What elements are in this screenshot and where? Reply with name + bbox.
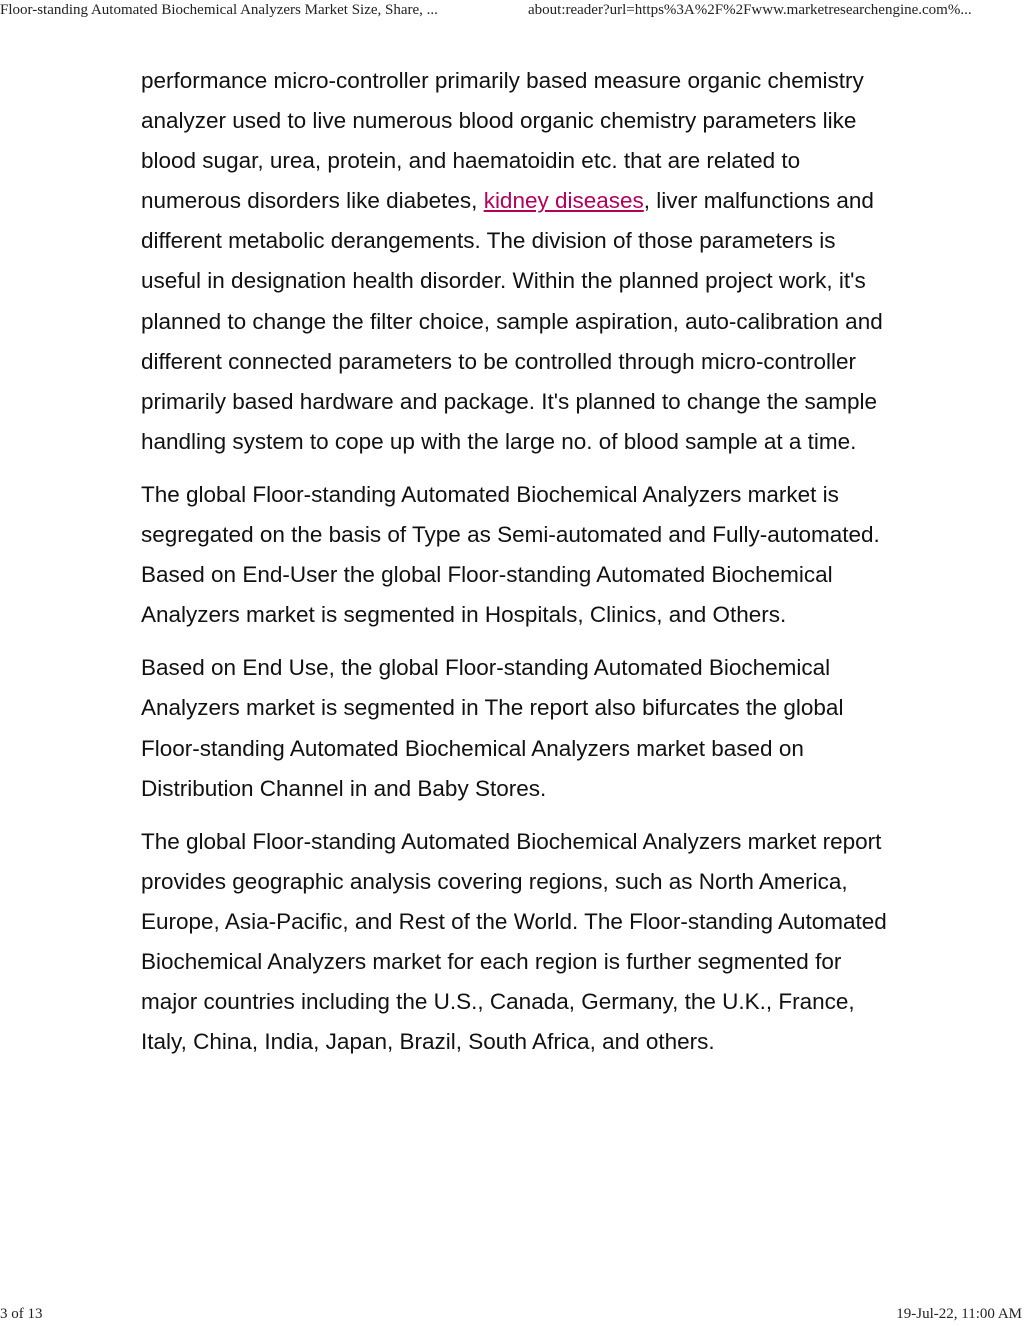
page-title: Floor-standing Automated Biochemical Analyzers Market Size, Share, ... — [0, 2, 438, 18]
paragraph-geography: The global Floor-standing Automated Biochemical Analyzers market report provides geographic analysis covering regions, such as North America, Europe, Asia-Pacific, and Rest of the World. The Floor-standing Automated Biochemical Analyzers market for each region is further segmented for major countries including the U.S., Canada, Germany, the U.K., France, Italy, China, India, Japan, Brazil, South Africa, and others. — [141, 828, 887, 1055]
print-datetime: 19-Jul-22, 11:00 AM — [896, 1306, 1022, 1322]
kidney-diseases-link[interactable]: kidney diseases — [483, 188, 644, 214]
article-body — [141, 61, 889, 1075]
print-footer — [0, 1306, 1024, 1326]
paragraph-text: , liver malfunctions and different metabolic derangements. The division of those parameters is useful in designation health disorder. Within the planned project work, it's planned to change the filter choice, sample aspiration, auto-calibration and different connected parameters to be controlled through micro-controller primarily based hardware and package. It's planned to change the sample handling system to cope up with the large no. of blood sample at a time. — [141, 188, 883, 454]
paragraph-segmentation-type: The global Floor-standing Automated Biochemical Analyzers market is segregated on the basis of Type as Semi-automated and Fully-automated. Based on End-User the global Floor-standing Automated Biochemical Analyzers market is segmented in Hospitals, Clinics, and Others. — [141, 481, 880, 628]
paragraph-performance — [141, 61, 889, 462]
paragraph-end-use: Based on End Use, the global Floor-standing Automated Biochemical Analyzers market is segmented in The report also bifurcates the global Floor-standing Automated Biochemical Analyzers market based on Distribution Channel in and Baby Stores. — [141, 655, 844, 801]
paragraph-text: performance micro-controller primarily based measure organic chemistry analyzer used to live numerous blood organic chemistry parameters like blood sugar, urea, protein, and haematoidin etc. that are related to numerous disorders like diabetes, — [141, 68, 864, 214]
page-number: 3 of 13 — [0, 1306, 43, 1322]
print-header — [0, 2, 1024, 22]
page-url: about:reader?url=https%3A%2F%2Fwww.marketresearchengine.com%... — [528, 2, 972, 18]
